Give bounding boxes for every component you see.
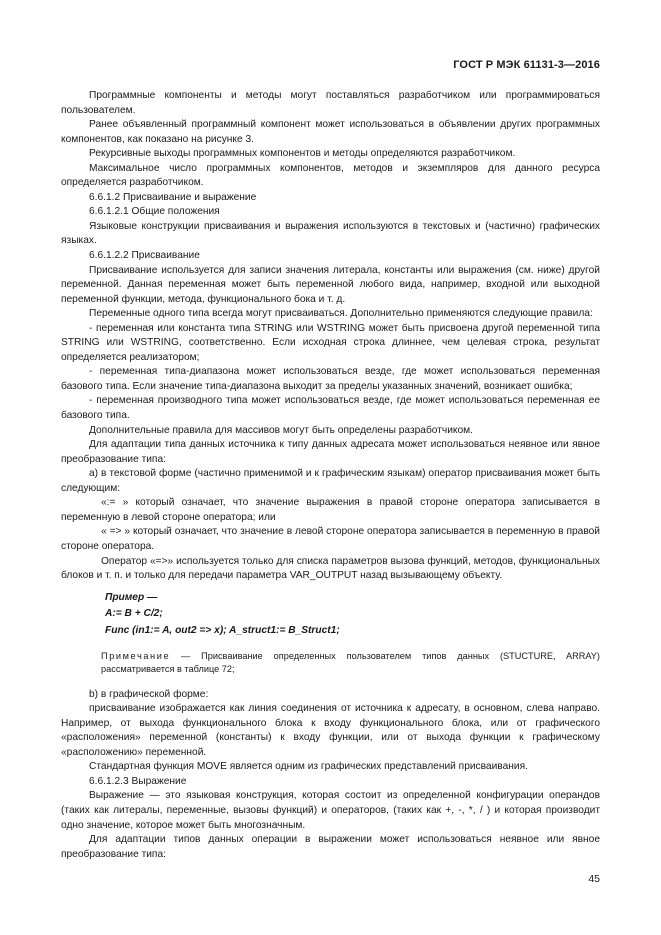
page-number: 45 [588,873,600,885]
paragraph: Языковые конструкции присваивания и выражения используются в текстовых и (частично) графических языках. [61,220,600,247]
section-heading: 6.6.1.2.2 Присваивание [89,250,200,262]
list-item: - переменная или константа типа STRING или WSTRING может быть присвоена другой переменной типа STRING или WSTRING, соответственно. Если исходная строка длиннее, чем целевая строка, результат определяется реализатором; [61,322,600,363]
section-heading: 6.6.1.2.3 Выражение [89,775,187,787]
code-example [61,590,600,638]
paragraph: присваивание изображается как линия соединения от источника к адресату, в основном, слева направо. Например, от выхода функционального блока к входу функционального блока, или от графического «расположения» переменной (константы) к входу функции, или от выхода функции к графическому «расположению» переменной. [61,703,600,758]
example-code-line: Func (in1:= A, out2 => x); A_struct1:= B_Struct1; [105,624,340,636]
section-heading: 6.6.1.2 Присваивание и выражение [89,191,257,203]
paragraph: Рекурсивные выходы программных компонентов и методы определяются разработчиком. [89,148,516,160]
note-title: Примечание [101,650,171,661]
paragraph: Переменные одного типа всегда могут присваиваться. Дополнительно применяются следующие правила: [89,308,593,320]
standard-header: ГОСТ Р МЭК 61131-3—2016 [453,59,600,71]
paragraph: Ранее объявленный программный компонент может использоваться в объявлении других программных компонентов, как показано на рисунке 3. [61,119,600,145]
page-body [61,89,600,862]
section-heading: 6.6.1.2.1 Общие положения [89,206,220,218]
list-item: а) в текстовой форме (частично применимой и к графическим языкам) оператор присваивания может быть следующим: [61,468,600,494]
paragraph: Максимальное число программных компонентов, методов и экземпляров для данного ресурса определяется разработчиком. [61,162,600,189]
example-code-line: A:= B + C/2; [105,608,163,620]
paragraph: Для адаптации типа данных источника к типу данных адресата может использоваться неявное или явное преобразование типа: [61,439,600,465]
paragraph: Дополнительные правила для массивов могут быть определены разработчиком. [89,424,473,436]
operator-description: «:= » который означает, что значение выражения в правой стороне оператора записывается в переменную в левой стороне оператора; или [61,497,600,523]
note-block [101,650,600,676]
list-item: - переменная типа-диапазона может использоваться везде, где может использоваться переменная базового типа. Если значение типа-диапазона выходит за пределы указанных значений, возникает ошибка; [61,366,600,392]
paragraph: Выражение — это языковая конструкция, которая состоит из определенной конфигурации операндов (таких как литералы, переменные, вызовы функций) и операторов, (таких как +, -, *, / ) и которая производит одно значение, которое может быть многозначным. [61,790,600,831]
list-item: b) в графической форме: [89,688,209,700]
list-item: - переменная производного типа может использоваться везде, где может использоваться переменная ее базового типа. [61,395,600,422]
paragraph: Для адаптации типов данных операции в выражении может использоваться неявное или явное преобразование типа: [61,834,600,860]
note-text: — Присваивание определенных пользователем типов данных (STUCTURE, ARRAY) рассматривается в таблице 72; [101,650,600,674]
paragraph: Присваивание используется для записи значения литерала, константы или выражения (см. ниже) другой переменной. Данная переменная может быть переменной любого вида, например, входной или выходной переменной функции, метода, функционального бока и т. д. [61,264,600,305]
paragraph: Оператор «=>» используется только для списка параметров вызова функций, методов, функциональных блоков и т. п. и только для передачи параметра VAR_OUTPUT назад вызывающему объекту. [61,555,600,582]
paragraph: Программные компоненты и методы могут поставляться разработчиком или программироваться пользователем. [61,90,600,116]
operator-description: « => » который означает, что значение в левой стороне оператора записывается в переменную в правой стороне оператора. [61,526,600,552]
example-title: Пример — [105,591,158,603]
paragraph: Стандартная функция MOVE является одним из графических представлений присваивания. [89,761,528,773]
